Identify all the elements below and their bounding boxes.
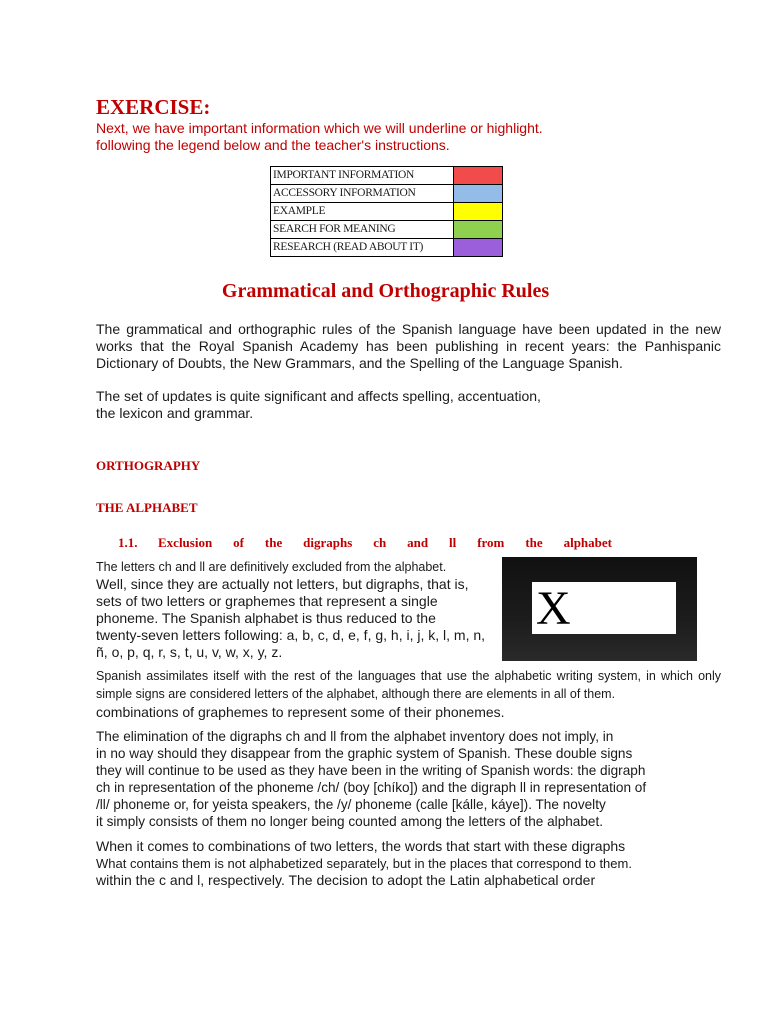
heading-alphabet: THE ALPHABET bbox=[96, 500, 198, 515]
alphabet-line: The letters ch and ll are definitively excluded from the alphabet. bbox=[96, 560, 447, 574]
legend-row-search bbox=[271, 221, 503, 239]
combinations-paragraph bbox=[96, 838, 721, 889]
legend-label: ACCESSORY INFORMATION bbox=[271, 185, 454, 203]
alphabet-paragraph bbox=[96, 559, 504, 661]
legend-label: EXAMPLE bbox=[271, 203, 454, 221]
combinations-line: When it comes to combinations of two letters, the words that start with these digraphs bbox=[96, 838, 626, 854]
elimination-line: /ll/ phoneme or, for yeista speakers, the /y/ phoneme (calle [kálle, káye]). The novelty bbox=[96, 797, 606, 812]
figure-white-box bbox=[532, 582, 676, 634]
assimilation-paragraph bbox=[96, 667, 721, 721]
legend-label: SEARCH FOR MEANING bbox=[271, 221, 454, 239]
intro-paragraph: The grammatical and orthographic rules of the Spanish language have been updated in the new works that the Royal Spanish Academy has been publishing in recent years: the Panhispanic Dictionary of Doubts, the New Grammars, and the Spelling of the Language Spanish. bbox=[96, 321, 721, 371]
legend-row-example bbox=[271, 203, 503, 221]
elimination-line: they will continue to be used as they have been in the writing of Spanish words: the digraph bbox=[96, 763, 646, 778]
assimilation-text: Spanish assimilates itself with the rest of the languages that use the alphabetic writing system, in which only simple signs are considered letters of the alphabet, although there are elements in all of them. bbox=[96, 669, 721, 701]
legend-row-research bbox=[271, 239, 503, 257]
legend-swatch-green bbox=[454, 221, 503, 239]
excluded-letters-figure bbox=[502, 557, 697, 661]
document-title: Grammatical and Orthographic Rules bbox=[221, 280, 550, 302]
elimination-line: in no way should they disappear from the graphic system of Spanish. These double signs bbox=[96, 746, 633, 761]
subsection-title: Exclusion of the digraphs ch and ll from the alphabet bbox=[158, 535, 612, 550]
legend-label: IMPORTANT INFORMATION bbox=[271, 167, 454, 185]
legend-swatch-blue bbox=[454, 185, 503, 203]
alphabet-line: ñ, o, p, q, r, s, t, u, v, w, x, y, z. bbox=[96, 644, 283, 660]
exercise-title: EXERCISE: bbox=[96, 95, 211, 119]
elimination-paragraph bbox=[96, 728, 721, 830]
exercise-intro-line1: Next, we have important information which we will underline or highlight. bbox=[96, 120, 543, 136]
elimination-line: The elimination of the digraphs ch and ll from the alphabet inventory does not imply, in bbox=[96, 729, 614, 744]
exercise-intro-line2: following the legend below and the teacher's instructions. bbox=[96, 137, 450, 153]
updates-line: The set of updates is quite significant and affects spelling, accentuation, bbox=[96, 388, 541, 404]
combinations-line: What contains them is not alphabetized separately, but in the places that correspond to them. bbox=[96, 856, 632, 871]
alphabet-line: phoneme. The Spanish alphabet is thus reduced to the bbox=[96, 610, 436, 626]
elimination-line: it simply consists of them no longer being counted among the letters of the alphabet. bbox=[96, 814, 604, 829]
legend-row-accessory bbox=[271, 185, 503, 203]
elimination-line: ch in representation of the phoneme /ch/ (boy [chíko]) and the digraph ll in representation of bbox=[96, 780, 647, 795]
combinations-line: within the c and l, respectively. The decision to adopt the Latin alphabetical order bbox=[96, 872, 596, 888]
legend-swatch-red bbox=[454, 167, 503, 185]
subsection-number: 1.1. bbox=[118, 535, 138, 550]
updates-line: the lexicon and grammar. bbox=[96, 405, 254, 421]
exercise-intro bbox=[96, 120, 696, 154]
x-mark-icon: X bbox=[536, 582, 571, 635]
assimilation-text: combinations of graphemes to represent some of their phonemes. bbox=[96, 704, 505, 720]
alphabet-line: Well, since they are actually not letters, but digraphs, that is, bbox=[96, 576, 469, 592]
alphabet-line: sets of two letters or graphemes that represent a single bbox=[96, 593, 438, 609]
updates-paragraph bbox=[96, 388, 721, 422]
legend-swatch-purple bbox=[454, 239, 503, 257]
legend-row-important bbox=[271, 167, 503, 185]
legend-swatch-yellow bbox=[454, 203, 503, 221]
alphabet-line: twenty-seven letters following: a, b, c, d, e, f, g, h, i, j, k, l, m, n, bbox=[96, 627, 486, 643]
heading-orthography: ORTHOGRAPHY bbox=[96, 458, 201, 473]
highlight-legend-table bbox=[270, 166, 503, 257]
legend-label: RESEARCH (READ ABOUT IT) bbox=[271, 239, 454, 257]
